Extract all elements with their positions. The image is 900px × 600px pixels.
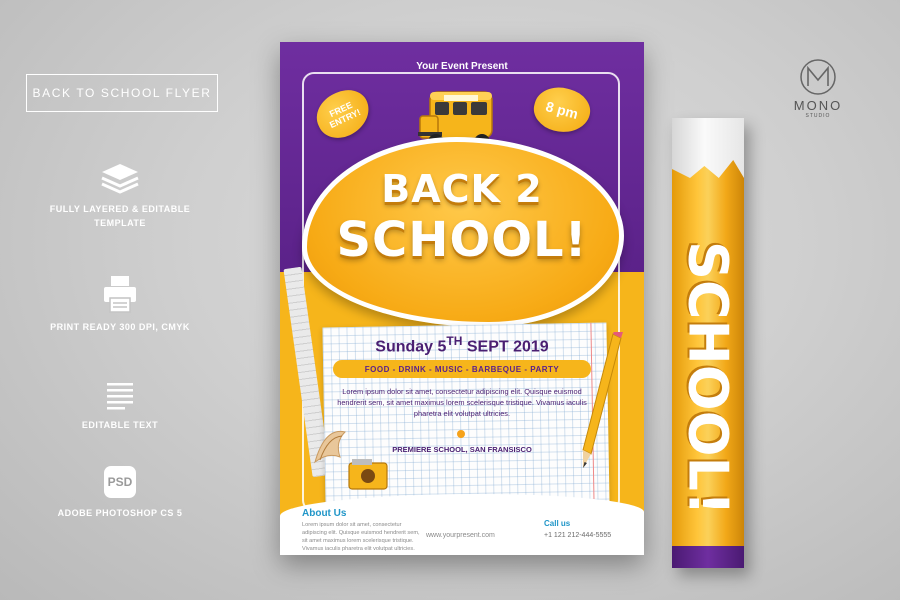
roll-headline: SCHOOL!	[676, 240, 740, 516]
feature-psd	[40, 466, 200, 520]
date-rest: SEPT 2019	[462, 338, 549, 356]
event-present: Your Event Present	[416, 61, 508, 72]
headline-line-1: BACK 2	[381, 167, 543, 211]
feature-label: EDITABLE TEXT	[81, 420, 159, 430]
layers-icon	[100, 162, 140, 196]
brand-name: MONO	[793, 98, 843, 113]
feature-label: PRINT READY 300 DPI, CMYK	[50, 322, 190, 332]
date-suffix: TH	[446, 334, 463, 348]
brand-sub: STUDIO	[805, 113, 831, 119]
about-text: Lorem ipsum dolor sit amet, consectetur adipiscing elit. Quisque euismod hendrerit sem, sit amet maximus lorem scelerisque tristique. Vivamus iaculis pharetra elit volutpat ultricies.	[302, 522, 420, 552]
feature-print	[40, 274, 200, 334]
call-number: +1 121 212-444-5555	[544, 532, 612, 539]
feature-label: FULLY LAYERED & EDITABLE TEMPLATE	[49, 204, 191, 228]
location-pin-icon	[457, 430, 465, 438]
feature-text	[40, 380, 200, 432]
rolled-poster	[672, 118, 744, 568]
product-title: BACK TO SCHOOL FLYER	[26, 74, 218, 112]
flyer-mockup	[280, 42, 644, 555]
feature-layered	[40, 162, 200, 230]
mono-logo-icon	[799, 58, 837, 96]
event-description: Lorem ipsum dolor sit amet, consectetur adipiscing elit. Quisque euismod hendrerit sem, sit amet maximus lorem scelerisque tristique. Vivamus iaculis pharetra elit volutpat ultricies.	[337, 387, 587, 418]
event-venue: PREMIERE SCHOOL, SAN FRANSISCO	[392, 445, 532, 454]
call-title: Call us	[544, 519, 571, 528]
feature-label: ADOBE PHOTOSHOP CS 5	[57, 508, 183, 518]
pencil-icon	[575, 332, 625, 472]
roll-paper-edge	[672, 118, 744, 178]
headline-line-2: SCHOOL!	[336, 212, 588, 268]
brand-logo	[788, 58, 848, 119]
printer-icon	[102, 274, 138, 314]
text-lines-icon	[104, 380, 136, 412]
free-entry-badge: FREE ENTRY!	[309, 83, 377, 146]
about-title: About Us	[302, 508, 347, 519]
website-url: www.yourpresent.com	[426, 532, 495, 539]
date-day: Sunday 5	[375, 338, 447, 356]
activities-tagline: FOOD - DRINK - MUSIC - BARBEQUE - PARTY	[333, 360, 591, 378]
sharpener-icon	[346, 457, 392, 493]
psd-icon: PSD	[104, 466, 136, 498]
time-badge: 8 pm	[529, 82, 594, 139]
roll-purple-bottom	[672, 546, 744, 568]
